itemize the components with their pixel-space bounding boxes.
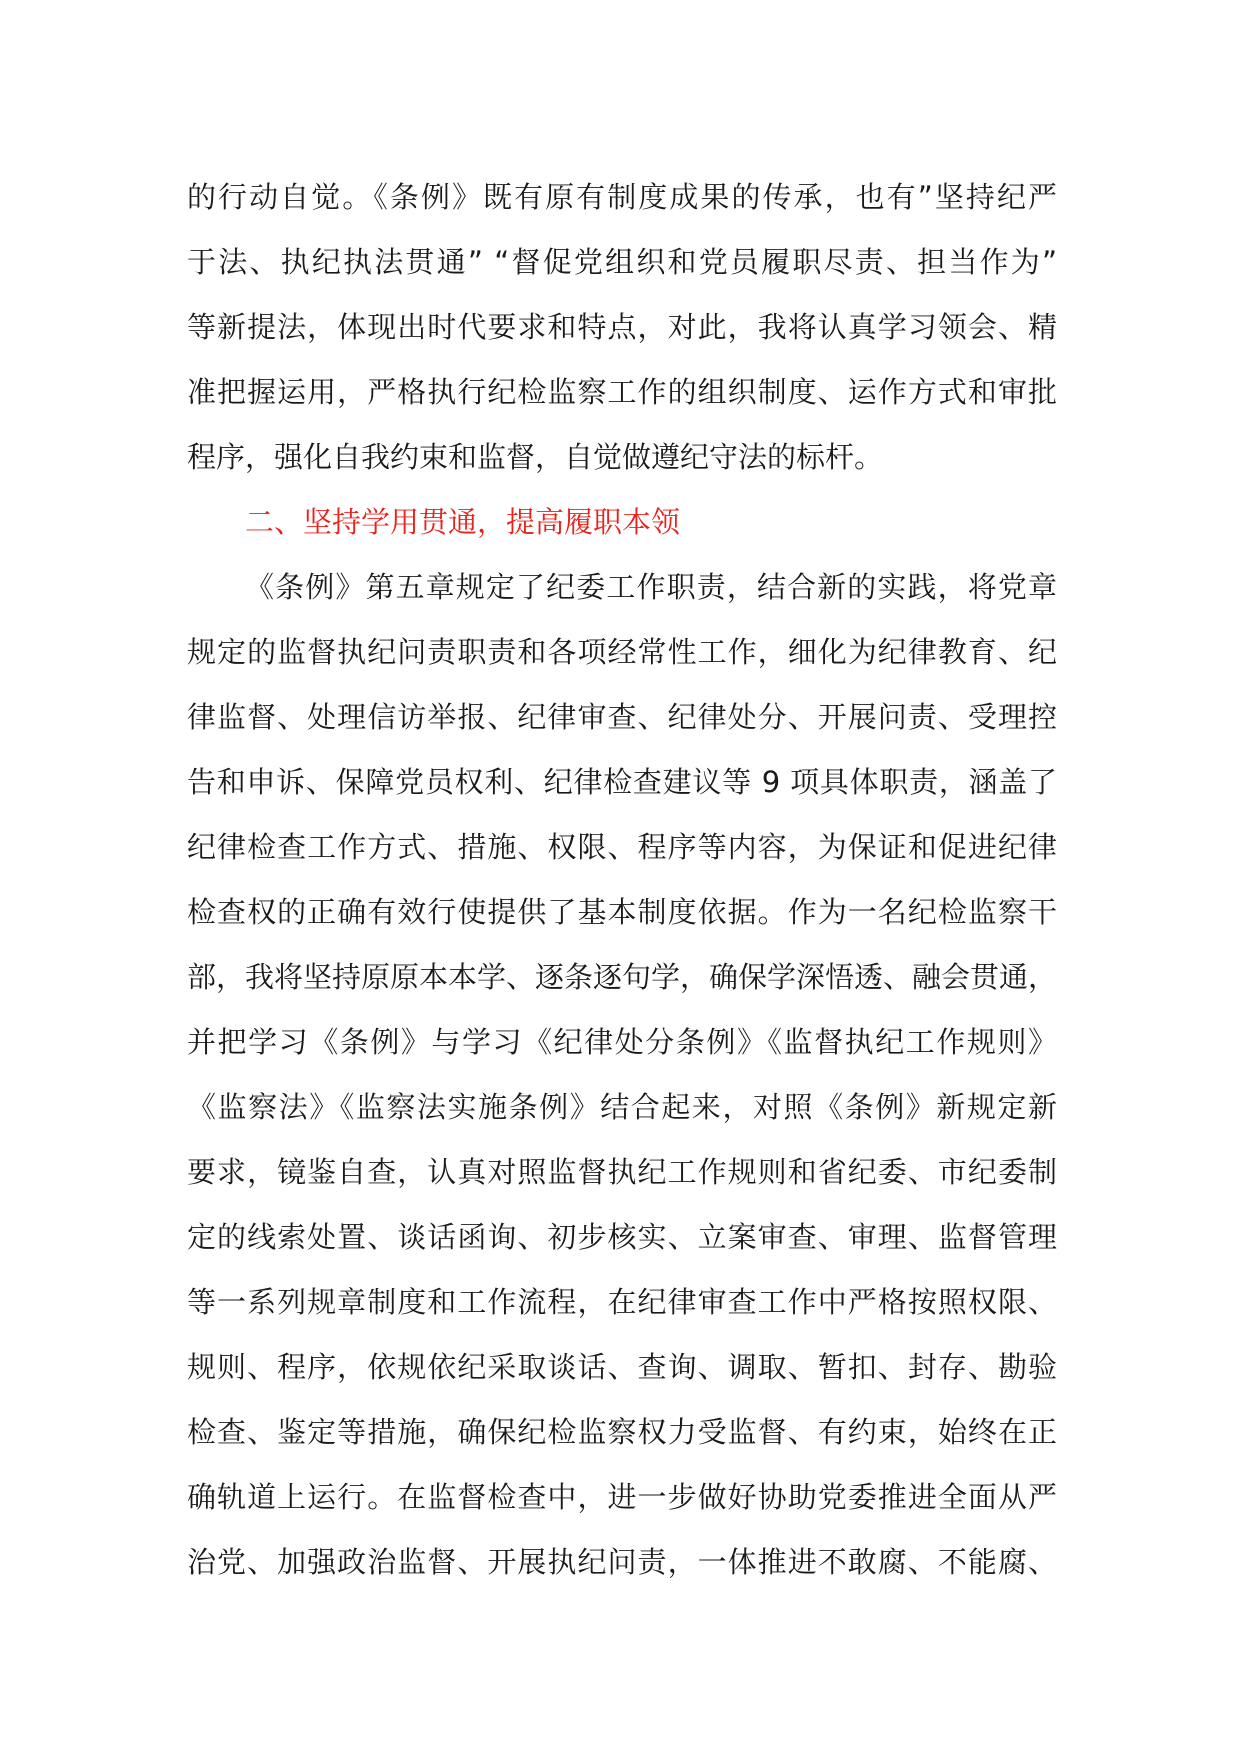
paragraph-line: 准把握运用，严格执行纪检监察工作的组织制度、运作方式和审批 xyxy=(187,375,1057,409)
paragraph-line: 的行动自觉。《条例》既有原有制度成果的传承，也有”坚持纪严 xyxy=(187,180,1057,214)
paragraph-line: 确轨道上运行。在监督检查中，进一步做好协助党委推进全面从严 xyxy=(187,1480,1057,1514)
paragraph-line: 部，我将坚持原原本本学、逐条逐句学，确保学深悟透、融会贯通， xyxy=(187,960,1058,994)
paragraph-line: 《条例》第五章规定了纪委工作职责，结合新的实践，将党章 xyxy=(245,570,1057,604)
section-heading: 二、坚持学用贯通，提高履职本领 xyxy=(245,505,681,539)
paragraph-line: 要求，镜鉴自查，认真对照监督执纪工作规则和省纪委、市纪委制 xyxy=(187,1155,1057,1189)
paragraph-line: 律监督、处理信访举报、纪律审查、纪律处分、开展问责、受理控 xyxy=(187,700,1057,734)
paragraph-line: 检查、鉴定等措施，确保纪检监察权力受监督、有约束，始终在正 xyxy=(187,1415,1057,1449)
paragraph-line: 告和申诉、保障党员权利、纪律检查建议等 9 项具体职责，涵盖了 xyxy=(187,765,1057,799)
paragraph-line: 等新提法，体现出时代要求和特点，对此，我将认真学习领会、精 xyxy=(187,310,1057,344)
paragraph-line: 规则、程序，依规依纪采取谈话、查询、调取、暂扣、封存、勘验 xyxy=(187,1350,1057,1384)
paragraph-1 xyxy=(187,165,1057,490)
paragraph-line: 治党、加强政治监督、开展执纪问责，一体推进不敢腐、不能腐、 xyxy=(187,1545,1057,1579)
paragraph-line: 程序，强化自我约束和监督，自觉做遵纪守法的标杆。 xyxy=(187,440,884,474)
paragraph-line: 于法、执纪执法贯通” “督促党组织和党员履职尽责、担当作为” xyxy=(187,245,1057,279)
paragraph-line: 检查权的正确有效行使提供了基本制度依据。作为一名纪检监察干 xyxy=(187,895,1057,929)
paragraph-line: 规定的监督执纪问责职责和各项经常性工作，细化为纪律教育、纪 xyxy=(187,635,1057,669)
paragraph-line: 纪律检查工作方式、措施、权限、程序等内容，为保证和促进纪律 xyxy=(187,830,1057,864)
document-body xyxy=(187,165,1057,1595)
paragraph-line: 《监察法》《监察法实施条例》结合起来，对照《条例》新规定新 xyxy=(187,1090,1057,1124)
paragraph-line: 等一系列规章制度和工作流程，在纪律审查工作中严格按照权限、 xyxy=(187,1285,1057,1319)
paragraph-line: 定的线索处置、谈话函询、初步核实、立案审查、审理、监督管理 xyxy=(187,1220,1057,1254)
paragraph-line: 并把学习《条例》与学习《纪律处分条例》《监督执纪工作规则》 xyxy=(187,1025,1057,1059)
paragraph-2 xyxy=(187,555,1057,1595)
